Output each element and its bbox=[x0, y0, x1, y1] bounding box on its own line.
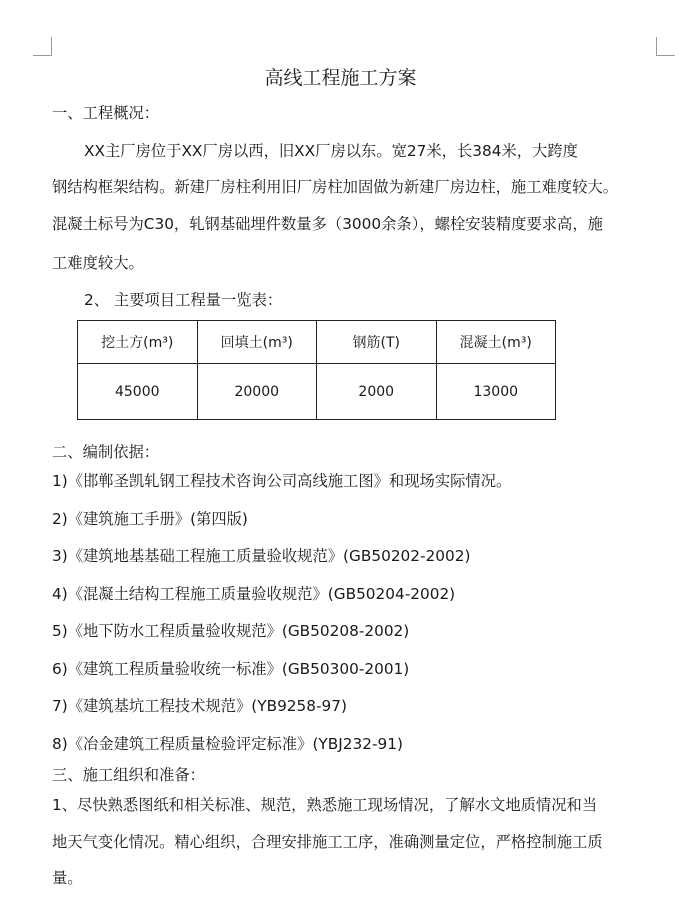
quantity-table bbox=[77, 320, 556, 420]
overview-line-1: XX主厂房位于XX厂房以西，旧XX厂房以东。宽27米，长384米，大跨度 bbox=[84, 142, 578, 160]
organization-line-1: 1、尽快熟悉图纸和相关标准、规范，熟悉施工现场情况，了解水文地质情况和当 bbox=[52, 796, 598, 814]
basis-item-8: 8)《冶金建筑工程质量检验评定标准》(YBJ232-91) bbox=[52, 735, 403, 753]
document-title: 高线工程施工方案 bbox=[264, 67, 417, 89]
overview-line-3: 混凝土标号为C30，轧钢基础埋件数量多（3000余条），螺栓安装精度要求高，施 bbox=[52, 215, 603, 233]
basis-item-3: 3)《建筑地基基础工程施工质量验收规范》(GB50202-2002) bbox=[52, 547, 471, 565]
quantity-table-caption: 2、 主要项目工程量一览表： bbox=[84, 291, 283, 309]
table-header-cell: 回填土(m³) bbox=[197, 321, 317, 364]
page-corner-mark-top-left bbox=[33, 37, 52, 56]
table-value-cell: 2000 bbox=[317, 364, 437, 420]
overview-line-4: 工难度较大。 bbox=[52, 254, 144, 272]
basis-item-2: 2)《建筑施工手册》(第四版) bbox=[52, 510, 248, 528]
organization-line-2: 地天气变化情况。精心组织，合理安排施工工序，准确测量定位，严格控制施工质 bbox=[52, 833, 603, 851]
section-heading-organization: 三、施工组织和准备： bbox=[52, 766, 205, 784]
basis-item-7: 7)《建筑基坑工程技术规范》(YB9258-97) bbox=[52, 697, 347, 715]
section-heading-basis: 二、编制依据： bbox=[52, 443, 160, 461]
overview-line-2: 钢结构框架结构。新建厂房柱利用旧厂房柱加固做为新建厂房边柱，施工难度较大。 bbox=[52, 178, 618, 196]
basis-item-4: 4)《混凝土结构工程施工质量验收规范》(GB50204-2002) bbox=[52, 585, 456, 603]
table-value-cell: 20000 bbox=[197, 364, 317, 420]
organization-line-3: 量。 bbox=[52, 869, 83, 887]
quantity-table-value-row bbox=[78, 364, 556, 420]
section-heading-overview: 一、工程概况： bbox=[52, 104, 160, 122]
basis-item-5: 5)《地下防水工程质量验收规范》(GB50208-2002) bbox=[52, 622, 410, 640]
table-header-cell: 挖土方(m³) bbox=[78, 321, 198, 364]
table-header-cell: 钢筋(T) bbox=[317, 321, 437, 364]
basis-item-1: 1)《邯郸圣凯轧钢工程技术咨询公司高线施工图》和现场实际情况。 bbox=[52, 472, 512, 490]
table-value-cell: 13000 bbox=[436, 364, 556, 420]
basis-item-6: 6)《建筑工程质量验收统一标准》(GB50300-2001) bbox=[52, 660, 410, 678]
page-corner-mark-top-right bbox=[656, 37, 675, 56]
table-value-cell: 45000 bbox=[78, 364, 198, 420]
quantity-table-header-row bbox=[78, 321, 556, 364]
table-header-cell: 混凝土(m³) bbox=[436, 321, 556, 364]
